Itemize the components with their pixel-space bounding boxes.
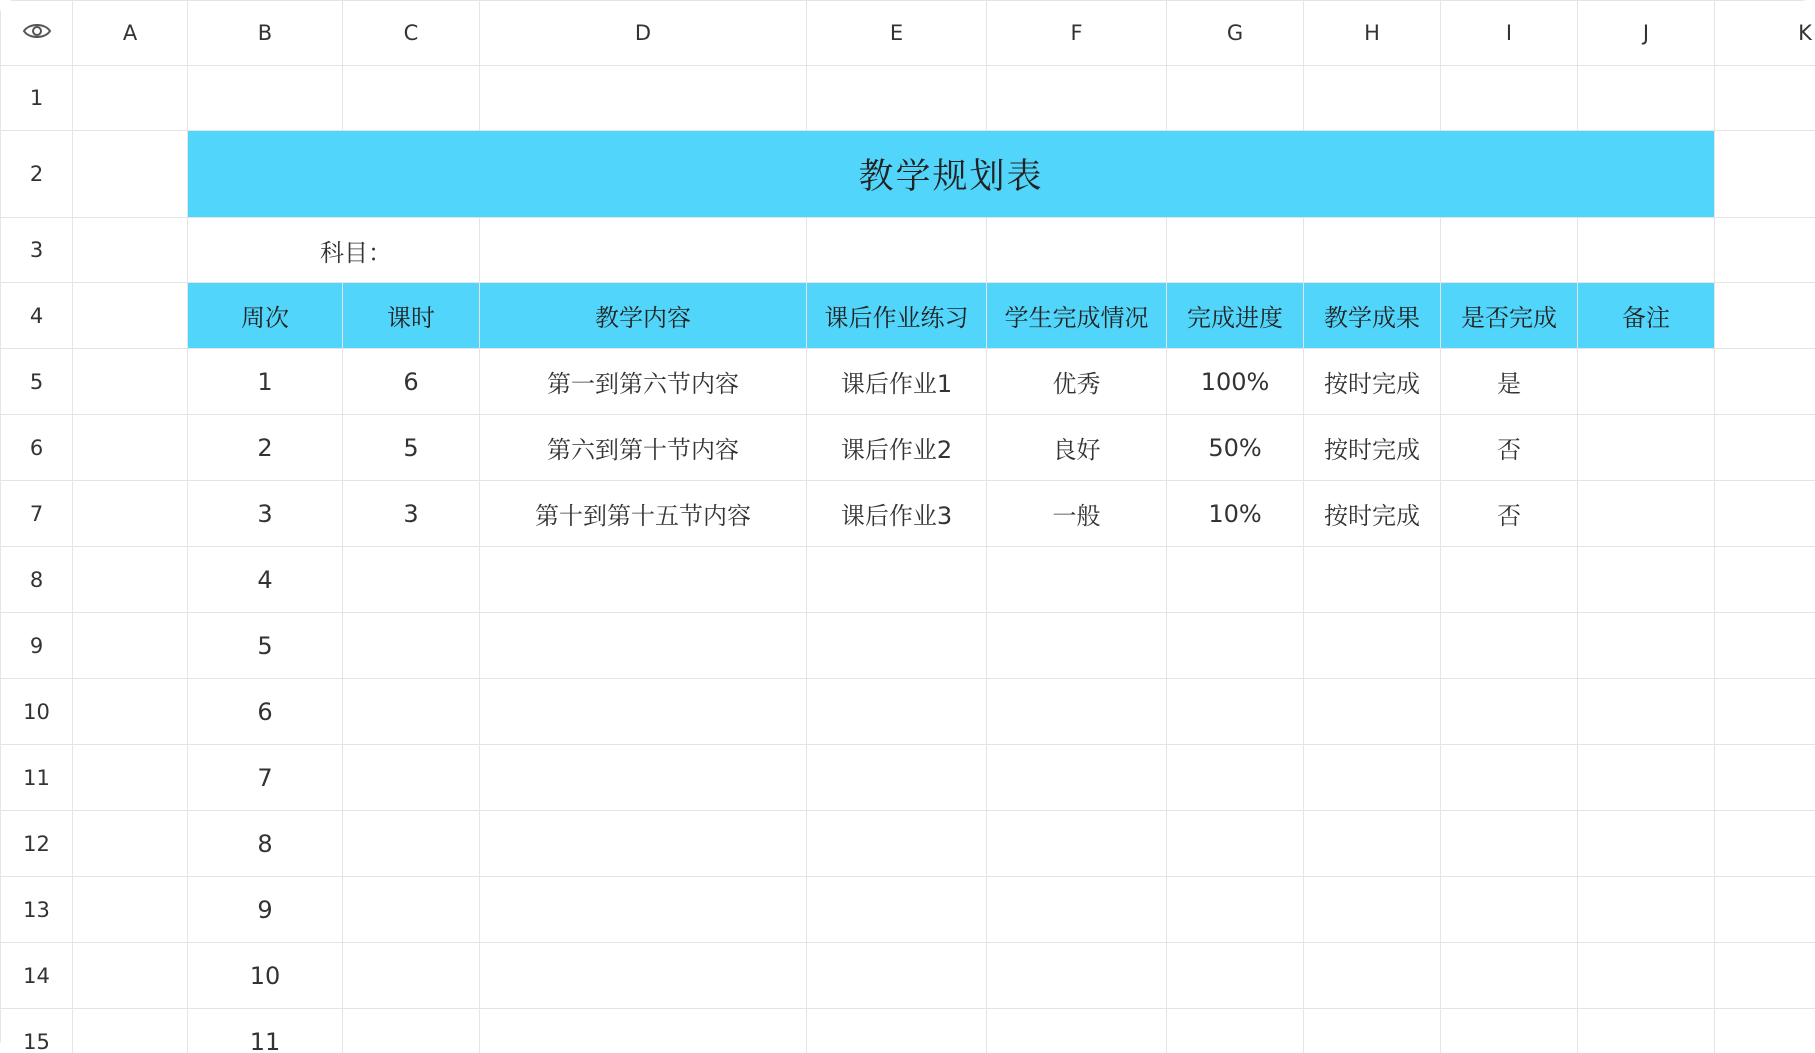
cell-done[interactable]: 是 bbox=[1441, 349, 1578, 415]
cell-j3[interactable] bbox=[1578, 218, 1715, 283]
cell-k[interactable] bbox=[1715, 415, 1815, 481]
cell-progress[interactable] bbox=[1167, 679, 1304, 745]
cell-content[interactable] bbox=[480, 679, 807, 745]
cell-k[interactable] bbox=[1715, 1009, 1815, 1053]
column-header-g[interactable]: G bbox=[1167, 1, 1304, 66]
row-header[interactable]: 8 bbox=[1, 547, 73, 613]
cell-b1[interactable] bbox=[188, 66, 343, 131]
table-row bbox=[1, 547, 1815, 613]
subject-label-cell[interactable] bbox=[188, 218, 480, 283]
cell-content[interactable] bbox=[480, 811, 807, 877]
cell-results[interactable] bbox=[1304, 811, 1441, 877]
row-header[interactable]: 5 bbox=[1, 349, 73, 415]
cell-progress[interactable] bbox=[1167, 877, 1304, 943]
cell-homework[interactable] bbox=[807, 811, 987, 877]
column-header-k[interactable]: K bbox=[1715, 1, 1815, 66]
cell-completion-status[interactable] bbox=[987, 613, 1167, 679]
cell-i1[interactable] bbox=[1441, 66, 1578, 131]
header-week[interactable]: 周次 bbox=[188, 283, 343, 349]
cell-remarks[interactable] bbox=[1578, 745, 1715, 811]
cell-homework[interactable] bbox=[807, 745, 987, 811]
cell-remarks[interactable] bbox=[1578, 877, 1715, 943]
column-header-h[interactable]: H bbox=[1304, 1, 1441, 66]
cell-e3[interactable] bbox=[807, 218, 987, 283]
cell-week[interactable]: 5 bbox=[188, 613, 343, 679]
cell-homework[interactable] bbox=[807, 1009, 987, 1053]
cell-content[interactable] bbox=[480, 745, 807, 811]
cell-h3[interactable] bbox=[1304, 218, 1441, 283]
header-results[interactable]: 教学成果 bbox=[1304, 283, 1441, 349]
cell-content[interactable] bbox=[480, 613, 807, 679]
table-row bbox=[1, 679, 1815, 745]
cell-done[interactable] bbox=[1441, 877, 1578, 943]
cell-results[interactable] bbox=[1304, 547, 1441, 613]
cell-d3[interactable] bbox=[480, 218, 807, 283]
cell-hours[interactable] bbox=[343, 877, 480, 943]
row-header[interactable]: 13 bbox=[1, 877, 73, 943]
table-row bbox=[1, 613, 1815, 679]
cell-content[interactable] bbox=[480, 943, 807, 1009]
row-header[interactable]: 15 bbox=[1, 1009, 73, 1053]
cell-progress[interactable] bbox=[1167, 745, 1304, 811]
cell-completion-status[interactable]: 良好 bbox=[987, 415, 1167, 481]
sheet-row bbox=[1, 66, 1815, 131]
header-content[interactable]: 教学内容 bbox=[480, 283, 807, 349]
cell-remarks[interactable] bbox=[1578, 811, 1715, 877]
cell-f3[interactable] bbox=[987, 218, 1167, 283]
cell-remarks[interactable] bbox=[1578, 547, 1715, 613]
cell-a1[interactable] bbox=[73, 66, 188, 131]
cell-week[interactable]: 9 bbox=[188, 877, 343, 943]
cell-progress[interactable] bbox=[1167, 613, 1304, 679]
cell-hours[interactable]: 5 bbox=[343, 415, 480, 481]
cell-k1[interactable] bbox=[1715, 66, 1815, 131]
cell-remarks[interactable] bbox=[1578, 613, 1715, 679]
sheet-row bbox=[1, 131, 1815, 218]
table-row bbox=[1, 1009, 1815, 1053]
cell-done[interactable] bbox=[1441, 745, 1578, 811]
cell-completion-status[interactable]: 一般 bbox=[987, 481, 1167, 547]
cell-results[interactable] bbox=[1304, 943, 1441, 1009]
select-all-corner[interactable] bbox=[1, 1, 73, 66]
cell-a[interactable] bbox=[73, 1009, 188, 1053]
cell-progress[interactable] bbox=[1167, 547, 1304, 613]
cell-hours[interactable]: 3 bbox=[343, 481, 480, 547]
row-header[interactable]: 1 bbox=[1, 66, 73, 131]
cell-g1[interactable] bbox=[1167, 66, 1304, 131]
row-header[interactable]: 6 bbox=[1, 415, 73, 481]
cell-completion-status[interactable]: 优秀 bbox=[987, 349, 1167, 415]
cell-progress[interactable]: 50% bbox=[1167, 415, 1304, 481]
cell-progress[interactable] bbox=[1167, 811, 1304, 877]
cell-week[interactable]: 10 bbox=[188, 943, 343, 1009]
cell-done[interactable] bbox=[1441, 1009, 1578, 1053]
cell-completion-status[interactable] bbox=[987, 1009, 1167, 1053]
column-header-e[interactable]: E bbox=[807, 1, 987, 66]
cell-done[interactable] bbox=[1441, 679, 1578, 745]
cell-a4[interactable] bbox=[73, 283, 188, 349]
cell-g3[interactable] bbox=[1167, 218, 1304, 283]
cell-results[interactable] bbox=[1304, 613, 1441, 679]
cell-homework[interactable] bbox=[807, 877, 987, 943]
sheet-title[interactable]: 教学规划表 bbox=[188, 131, 1715, 218]
cell-a[interactable] bbox=[73, 877, 188, 943]
cell-a[interactable] bbox=[73, 745, 188, 811]
cell-k3[interactable] bbox=[1715, 218, 1815, 283]
cell-week[interactable]: 7 bbox=[188, 745, 343, 811]
cell-hours[interactable] bbox=[343, 547, 480, 613]
cell-hours[interactable] bbox=[343, 613, 480, 679]
column-header-d[interactable]: D bbox=[480, 1, 807, 66]
table-header-row bbox=[1, 283, 1815, 349]
eye-icon[interactable] bbox=[22, 21, 52, 46]
column-header-row bbox=[1, 1, 1815, 66]
table-row bbox=[1, 877, 1815, 943]
cell-k[interactable] bbox=[1715, 811, 1815, 877]
cell-a[interactable] bbox=[73, 349, 188, 415]
cell-remarks[interactable] bbox=[1578, 415, 1715, 481]
cell-a3[interactable] bbox=[73, 218, 188, 283]
cell-k[interactable] bbox=[1715, 349, 1815, 415]
cell-homework[interactable]: 课后作业2 bbox=[807, 415, 987, 481]
cell-done[interactable] bbox=[1441, 547, 1578, 613]
cell-progress[interactable] bbox=[1167, 1009, 1304, 1053]
cell-content[interactable] bbox=[480, 1009, 807, 1053]
cell-completion-status[interactable] bbox=[987, 811, 1167, 877]
column-header-b[interactable]: B bbox=[188, 1, 343, 66]
cell-a[interactable] bbox=[73, 415, 188, 481]
cell-remarks[interactable] bbox=[1578, 1009, 1715, 1053]
column-header-i[interactable]: I bbox=[1441, 1, 1578, 66]
cell-a[interactable] bbox=[73, 547, 188, 613]
cell-homework[interactable]: 课后作业1 bbox=[807, 349, 987, 415]
cell-homework[interactable] bbox=[807, 547, 987, 613]
cell-done[interactable] bbox=[1441, 613, 1578, 679]
table-row bbox=[1, 481, 1815, 547]
row-header[interactable]: 10 bbox=[1, 679, 73, 745]
cell-content[interactable] bbox=[480, 547, 807, 613]
cell-k[interactable] bbox=[1715, 547, 1815, 613]
column-header-c[interactable]: C bbox=[343, 1, 480, 66]
cell-remarks[interactable] bbox=[1578, 349, 1715, 415]
cell-e1[interactable] bbox=[807, 66, 987, 131]
cell-a2[interactable] bbox=[73, 131, 188, 218]
cell-a[interactable] bbox=[73, 943, 188, 1009]
cell-homework[interactable]: 课后作业3 bbox=[807, 481, 987, 547]
cell-hours[interactable] bbox=[343, 745, 480, 811]
cell-homework[interactable] bbox=[807, 613, 987, 679]
cell-results[interactable] bbox=[1304, 1009, 1441, 1053]
cell-week[interactable]: 8 bbox=[188, 811, 343, 877]
header-completion-status[interactable]: 学生完成情况 bbox=[987, 283, 1167, 349]
cell-k[interactable] bbox=[1715, 877, 1815, 943]
cell-progress[interactable]: 100% bbox=[1167, 349, 1304, 415]
row-header[interactable]: 11 bbox=[1, 745, 73, 811]
cell-completion-status[interactable] bbox=[987, 943, 1167, 1009]
row-header[interactable]: 14 bbox=[1, 943, 73, 1009]
cell-results[interactable] bbox=[1304, 745, 1441, 811]
cell-remarks[interactable] bbox=[1578, 943, 1715, 1009]
cell-progress[interactable]: 10% bbox=[1167, 481, 1304, 547]
subject-label: 科目： bbox=[320, 238, 392, 267]
table-row bbox=[1, 811, 1815, 877]
header-homework[interactable]: 课后作业练习 bbox=[807, 283, 987, 349]
cell-progress[interactable] bbox=[1167, 943, 1304, 1009]
sheet-row bbox=[1, 218, 1815, 283]
column-header-j[interactable]: J bbox=[1578, 1, 1715, 66]
cell-d1[interactable] bbox=[480, 66, 807, 131]
header-done[interactable]: 是否完成 bbox=[1441, 283, 1578, 349]
row-header[interactable]: 9 bbox=[1, 613, 73, 679]
cell-content[interactable]: 第六到第十节内容 bbox=[480, 415, 807, 481]
cell-done[interactable]: 否 bbox=[1441, 415, 1578, 481]
cell-remarks[interactable] bbox=[1578, 481, 1715, 547]
cell-a[interactable] bbox=[73, 613, 188, 679]
cell-completion-status[interactable] bbox=[987, 679, 1167, 745]
cell-k4[interactable] bbox=[1715, 283, 1815, 349]
header-remarks[interactable]: 备注 bbox=[1578, 283, 1715, 349]
cell-completion-status[interactable] bbox=[987, 745, 1167, 811]
cell-results[interactable]: 按时完成 bbox=[1304, 349, 1441, 415]
cell-h1[interactable] bbox=[1304, 66, 1441, 131]
cell-results[interactable]: 按时完成 bbox=[1304, 481, 1441, 547]
cell-content[interactable]: 第十到第十五节内容 bbox=[480, 481, 807, 547]
cell-done[interactable] bbox=[1441, 811, 1578, 877]
cell-hours[interactable]: 6 bbox=[343, 349, 480, 415]
cell-hours[interactable] bbox=[343, 1009, 480, 1053]
table-row bbox=[1, 745, 1815, 811]
cell-completion-status[interactable] bbox=[987, 547, 1167, 613]
cell-k[interactable] bbox=[1715, 745, 1815, 811]
cell-done[interactable]: 否 bbox=[1441, 481, 1578, 547]
column-header-f[interactable]: F bbox=[987, 1, 1167, 66]
row-header[interactable]: 12 bbox=[1, 811, 73, 877]
cell-hours[interactable] bbox=[343, 679, 480, 745]
cell-k[interactable] bbox=[1715, 613, 1815, 679]
cell-results[interactable] bbox=[1304, 679, 1441, 745]
cell-week[interactable]: 11 bbox=[188, 1009, 343, 1053]
cell-k2[interactable] bbox=[1715, 131, 1815, 218]
header-hours[interactable]: 课时 bbox=[343, 283, 480, 349]
cell-week[interactable]: 3 bbox=[188, 481, 343, 547]
cell-k[interactable] bbox=[1715, 943, 1815, 1009]
column-header-a[interactable]: A bbox=[73, 1, 188, 66]
row-header[interactable]: 7 bbox=[1, 481, 73, 547]
cell-a[interactable] bbox=[73, 811, 188, 877]
cell-results[interactable]: 按时完成 bbox=[1304, 415, 1441, 481]
cell-week[interactable]: 2 bbox=[188, 415, 343, 481]
table-row bbox=[1, 943, 1815, 1009]
cell-hours[interactable] bbox=[343, 811, 480, 877]
cell-content[interactable]: 第一到第六节内容 bbox=[480, 349, 807, 415]
cell-a[interactable] bbox=[73, 481, 188, 547]
cell-completion-status[interactable] bbox=[987, 877, 1167, 943]
row-header[interactable]: 2 bbox=[1, 131, 73, 218]
cell-k[interactable] bbox=[1715, 481, 1815, 547]
cell-j1[interactable] bbox=[1578, 66, 1715, 131]
cell-week[interactable]: 6 bbox=[188, 679, 343, 745]
cell-c1[interactable] bbox=[343, 66, 480, 131]
cell-homework[interactable] bbox=[807, 943, 987, 1009]
cell-a[interactable] bbox=[73, 679, 188, 745]
cell-remarks[interactable] bbox=[1578, 679, 1715, 745]
cell-i3[interactable] bbox=[1441, 218, 1578, 283]
cell-week[interactable]: 1 bbox=[188, 349, 343, 415]
table-row bbox=[1, 349, 1815, 415]
cell-results[interactable] bbox=[1304, 877, 1441, 943]
cell-done[interactable] bbox=[1441, 943, 1578, 1009]
table-row bbox=[1, 415, 1815, 481]
cell-f1[interactable] bbox=[987, 66, 1167, 131]
cell-content[interactable] bbox=[480, 877, 807, 943]
cell-week[interactable]: 4 bbox=[188, 547, 343, 613]
cell-hours[interactable] bbox=[343, 943, 480, 1009]
row-header[interactable]: 3 bbox=[1, 218, 73, 283]
header-progress[interactable]: 完成进度 bbox=[1167, 283, 1304, 349]
row-header[interactable]: 4 bbox=[1, 283, 73, 349]
cell-k[interactable] bbox=[1715, 679, 1815, 745]
cell-homework[interactable] bbox=[807, 679, 987, 745]
